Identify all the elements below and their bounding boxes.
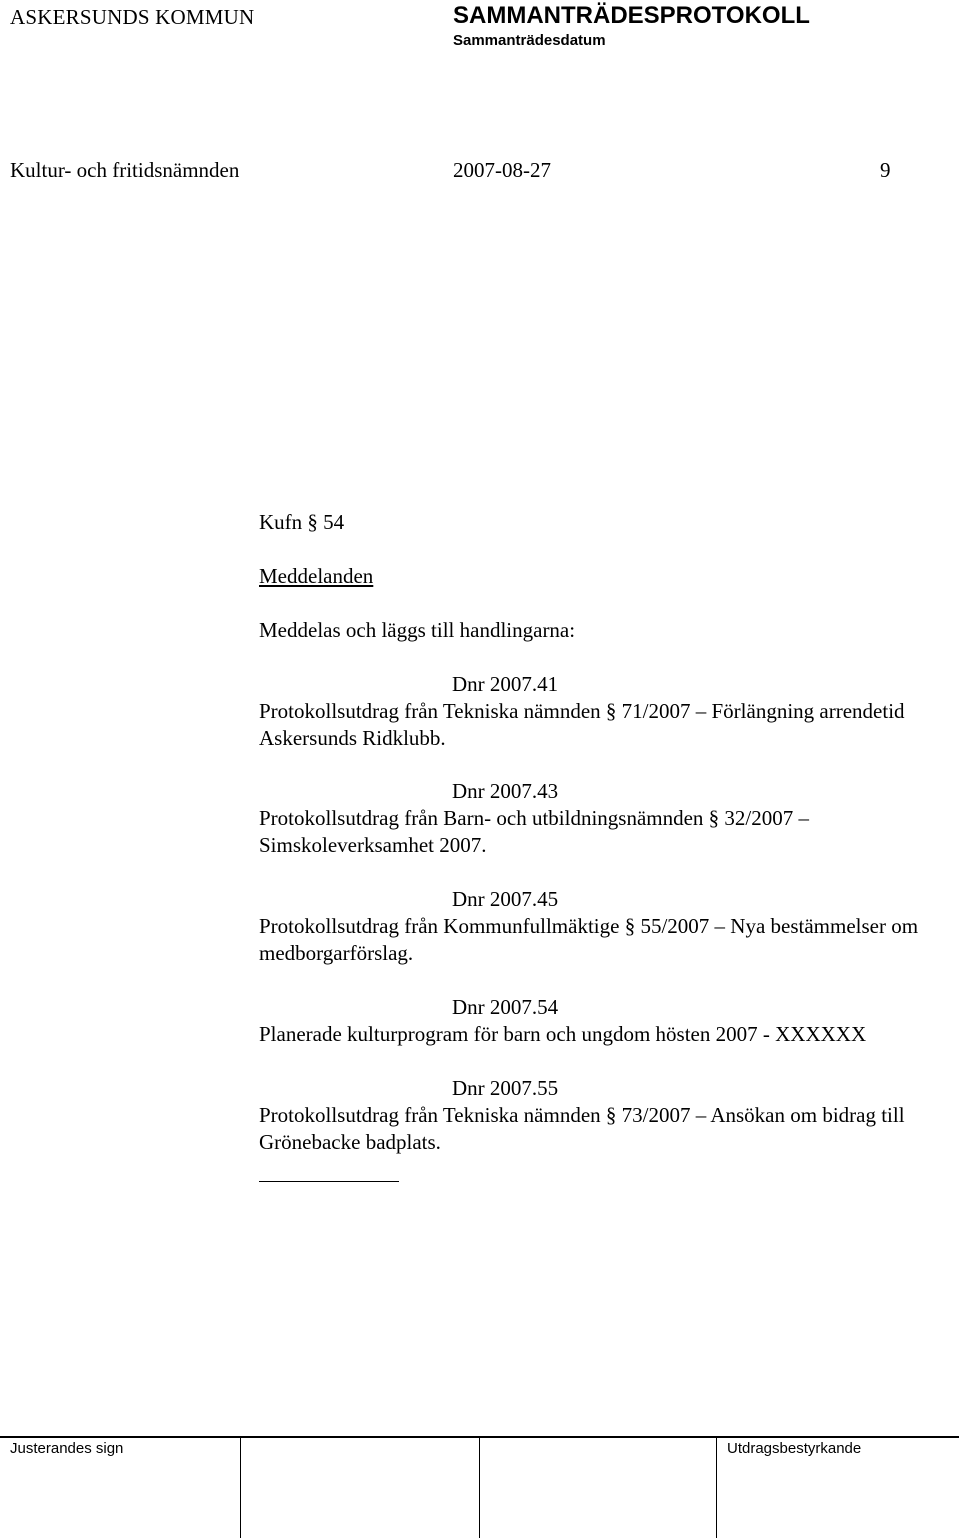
- utdragsbestyrkande-cell: [716, 1438, 960, 1538]
- municipality-name: ASKERSUNDS KOMMUN: [10, 5, 255, 29]
- list-item: [259, 778, 959, 859]
- page-number: 9: [880, 158, 891, 182]
- committee-name: Kultur- och fritidsnämnden: [10, 158, 240, 182]
- list-item: [259, 886, 959, 967]
- list-item: [259, 1075, 959, 1156]
- item-dnr: Dnr 2007.54: [452, 995, 559, 1019]
- paragraph-reference: Kufn § 54: [259, 510, 345, 534]
- document-title: SAMMANTRÄDESPROTOKOLL: [453, 2, 810, 29]
- item-text: Protokollsutdrag från Barn- och utbildningsnämnden § 32/2007 – Simskoleverksamhet 2007.: [259, 806, 810, 857]
- section-intro: Meddelas och läggs till handlingarna:: [259, 618, 576, 642]
- signature-table: [0, 1436, 959, 1538]
- item-dnr: Dnr 2007.55: [452, 1076, 559, 1100]
- item-dnr: Dnr 2007.45: [452, 887, 559, 911]
- meeting-date-label: Sammanträdesdatum: [453, 32, 606, 49]
- section-heading: Meddelanden: [259, 564, 374, 588]
- item-dnr: Dnr 2007.41: [452, 672, 559, 696]
- signature-cell: [479, 1438, 717, 1538]
- item-text: Protokollsutdrag från Kommunfullmäktige § 55/2007 – Nya bestämmelser om medborgarförslag.: [259, 914, 919, 965]
- item-text: Protokollsutdrag från Tekniska nämnden § 73/2007 – Ansökan om bidrag till Grönebacke badplats.: [259, 1103, 905, 1154]
- signature-cell: [0, 1438, 240, 1538]
- utdragsbestyrkande-label: Utdragsbestyrkande: [727, 1440, 862, 1457]
- list-item: [259, 994, 959, 1048]
- item-dnr: Dnr 2007.43: [452, 779, 559, 803]
- list-item: [259, 671, 959, 752]
- section-end-divider: [259, 1181, 399, 1182]
- justerandes-sign-label: Justerandes sign: [10, 1440, 124, 1457]
- signature-cell: [240, 1438, 480, 1538]
- meeting-date: 2007-08-27: [453, 158, 551, 182]
- item-text: Protokollsutdrag från Tekniska nämnden § 71/2007 – Förlängning arrendetid Askersunds Ridklubb.: [259, 699, 905, 750]
- item-text: Planerade kulturprogram för barn och ungdom hösten 2007 - XXXXXX: [259, 1022, 867, 1046]
